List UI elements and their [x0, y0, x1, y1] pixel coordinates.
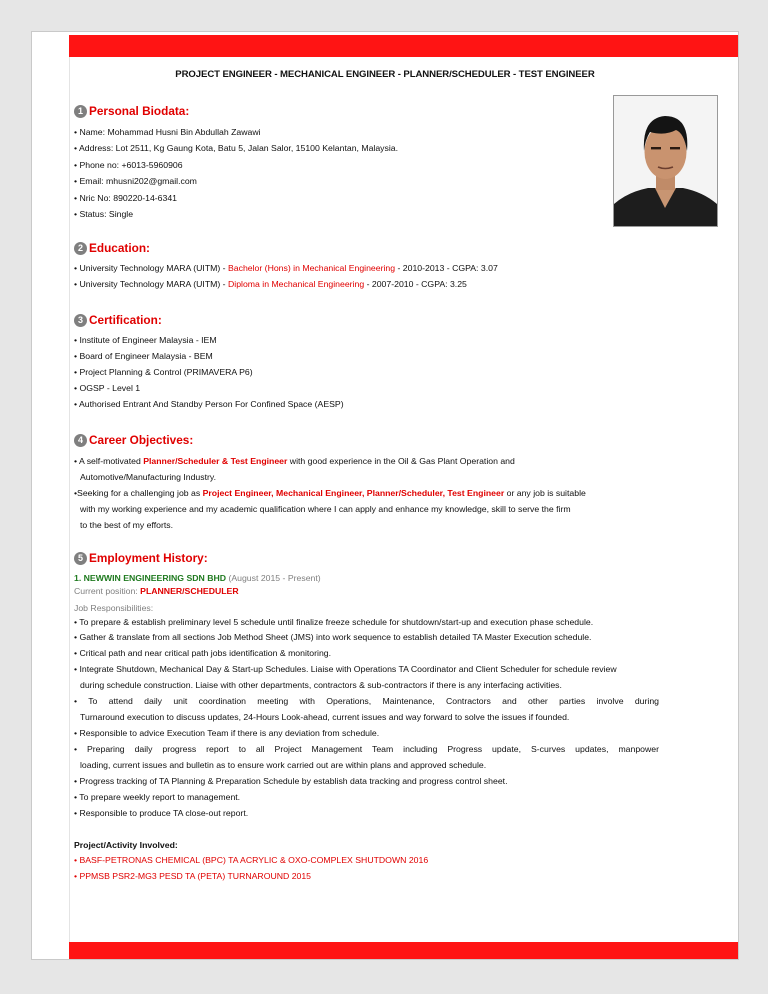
biodata-status: • Status: Single: [74, 209, 134, 219]
page-title: PROJECT ENGINEER - MECHANICAL ENGINEER - PLANNER/SCHEDULER - TEST ENGINEER: [175, 69, 595, 80]
profile-photo: [613, 95, 718, 227]
section-title: Employment History:: [89, 551, 208, 565]
objective-item: •Seeking for a challenging job as Project Engineer, Mechanical Engineer, Planner/Scheduler, Test Engineer or any job is suitable: [74, 488, 586, 498]
responsibility-item: • To attend daily unit coordination meeting with Operations, Maintenance, Contractors and other parties involve during: [74, 696, 659, 706]
education-item: • University Technology MARA (UITM) - Bachelor (Hons) in Mechanical Engineering - 2010-2013 - CGPA: 3.07: [74, 263, 498, 273]
projects-label: Project/Activity Involved:: [74, 840, 178, 850]
responsibility-item: • Integrate Shutdown, Mechanical Day & Start-up Schedules. Liaise with Operations TA Coordinator and Client Scheduler for schedule review: [74, 664, 617, 674]
bottom-red-bar: [69, 942, 738, 959]
certification-item: • Authorised Entrant And Standby Person For Confined Space (AESP): [74, 399, 344, 409]
responsibility-item: • To prepare & establish preliminary level 5 schedule until finalize freeze schedule for shutdown/start-up and execution phase schedule.: [74, 617, 594, 627]
job-company: 1. NEWWIN ENGINEERING SDN BHD (August 2015 - Present): [74, 573, 321, 583]
biodata-name: • Name: Mohammad Husni Bin Abdullah Zawawi: [74, 127, 261, 137]
biodata-email: • Email: mhusni202@gmail.com: [74, 176, 197, 186]
responsibility-item: • Critical path and near critical path jobs identification & monitoring.: [74, 648, 332, 658]
section-number-badge: 3: [74, 314, 87, 327]
certification-item: • Board of Engineer Malaysia - BEM: [74, 351, 213, 361]
responsibility-item: • Preparing daily progress report to all Project Management Team including Progress update, S-curves updates, manpower: [74, 744, 659, 754]
section-employment-history: [74, 551, 208, 565]
certification-item: • Project Planning & Control (PRIMAVERA P6): [74, 367, 253, 377]
biodata-phone: • Phone no: +6013-5960906: [74, 160, 183, 170]
section-title: Education:: [89, 241, 150, 255]
certification-item: • OGSP - Level 1: [74, 383, 141, 393]
job-responsibilities-label: Job Responsibilities:: [74, 603, 154, 613]
responsibility-item: • Responsible to advice Execution Team if there is any deviation from schedule.: [74, 728, 380, 738]
section-title: Personal Biodata:: [89, 104, 190, 118]
job-position: Current position: PLANNER/SCHEDULER: [74, 586, 239, 596]
section-number-badge: 2: [74, 242, 87, 255]
responsibility-continuation: during schedule construction. Liaise with other departments, contractors & sub-contractors if there is any interfacing activities.: [80, 680, 562, 690]
project-item: • BASF-PETRONAS CHEMICAL (BPC) TA ACRYLIC & OXO-COMPLEX SHUTDOWN 2016: [74, 855, 429, 865]
responsibility-continuation: loading, current issues and bulletin as to ensure work carried out are within plans and approved schedule.: [80, 760, 487, 770]
section-title: Career Objectives:: [89, 433, 194, 447]
biodata-address: • Address: Lot 2511, Kg Gaung Kota, Batu 5, Jalan Salor, 15100 Kelantan, Malaysia.: [74, 143, 399, 153]
section-number-badge: 4: [74, 434, 87, 447]
section-title: Certification:: [89, 313, 162, 327]
section-certification: [74, 313, 162, 327]
responsibility-continuation: Turnaround execution to discuss updates, 24-Hours Look-ahead, current issues and way forward to solve the issues if founded.: [80, 712, 570, 722]
responsibility-item: • Responsible to produce TA close-out report.: [74, 808, 249, 818]
margin-rule: [69, 57, 70, 942]
project-item: • PPMSB PSR2-MG3 PESD TA (PETA) TURNAROUND 2015: [74, 871, 312, 881]
section-number-badge: 5: [74, 552, 87, 565]
responsibility-item: • Progress tracking of TA Planning & Preparation Schedule by establish data tracking and progress control sheet.: [74, 776, 508, 786]
resume-page: [31, 31, 739, 960]
section-personal-biodata: [74, 104, 189, 118]
top-red-bar: [69, 35, 738, 57]
section-career-objectives: [74, 433, 193, 447]
section-education: [74, 241, 150, 255]
biodata-nric: • Nric No: 890220-14-6341: [74, 193, 178, 203]
education-item: • University Technology MARA (UITM) - Diploma in Mechanical Engineering - 2007-2010 - CGPA: 3.25: [74, 279, 467, 289]
objective-continuation: Automotive/Manufacturing Industry.: [80, 472, 217, 482]
objective-continuation: to the best of my efforts.: [80, 520, 174, 530]
certification-item: • Institute of Engineer Malaysia - IEM: [74, 335, 217, 345]
objective-item: • A self-motivated Planner/Scheduler & Test Engineer with good experience in the Oil & Gas Plant Operation and: [74, 456, 515, 466]
responsibility-item: • Gather & translate from all sections Job Method Sheet (JMS) into work sequence to establish detailed TA Master Execution schedule.: [74, 632, 592, 642]
objective-continuation: with my working experience and my academic qualification where I can apply and enhance my knowledge, skill to serve the firm: [80, 504, 571, 514]
responsibility-item: • To prepare weekly report to management.: [74, 792, 241, 802]
section-number-badge: 1: [74, 105, 87, 118]
